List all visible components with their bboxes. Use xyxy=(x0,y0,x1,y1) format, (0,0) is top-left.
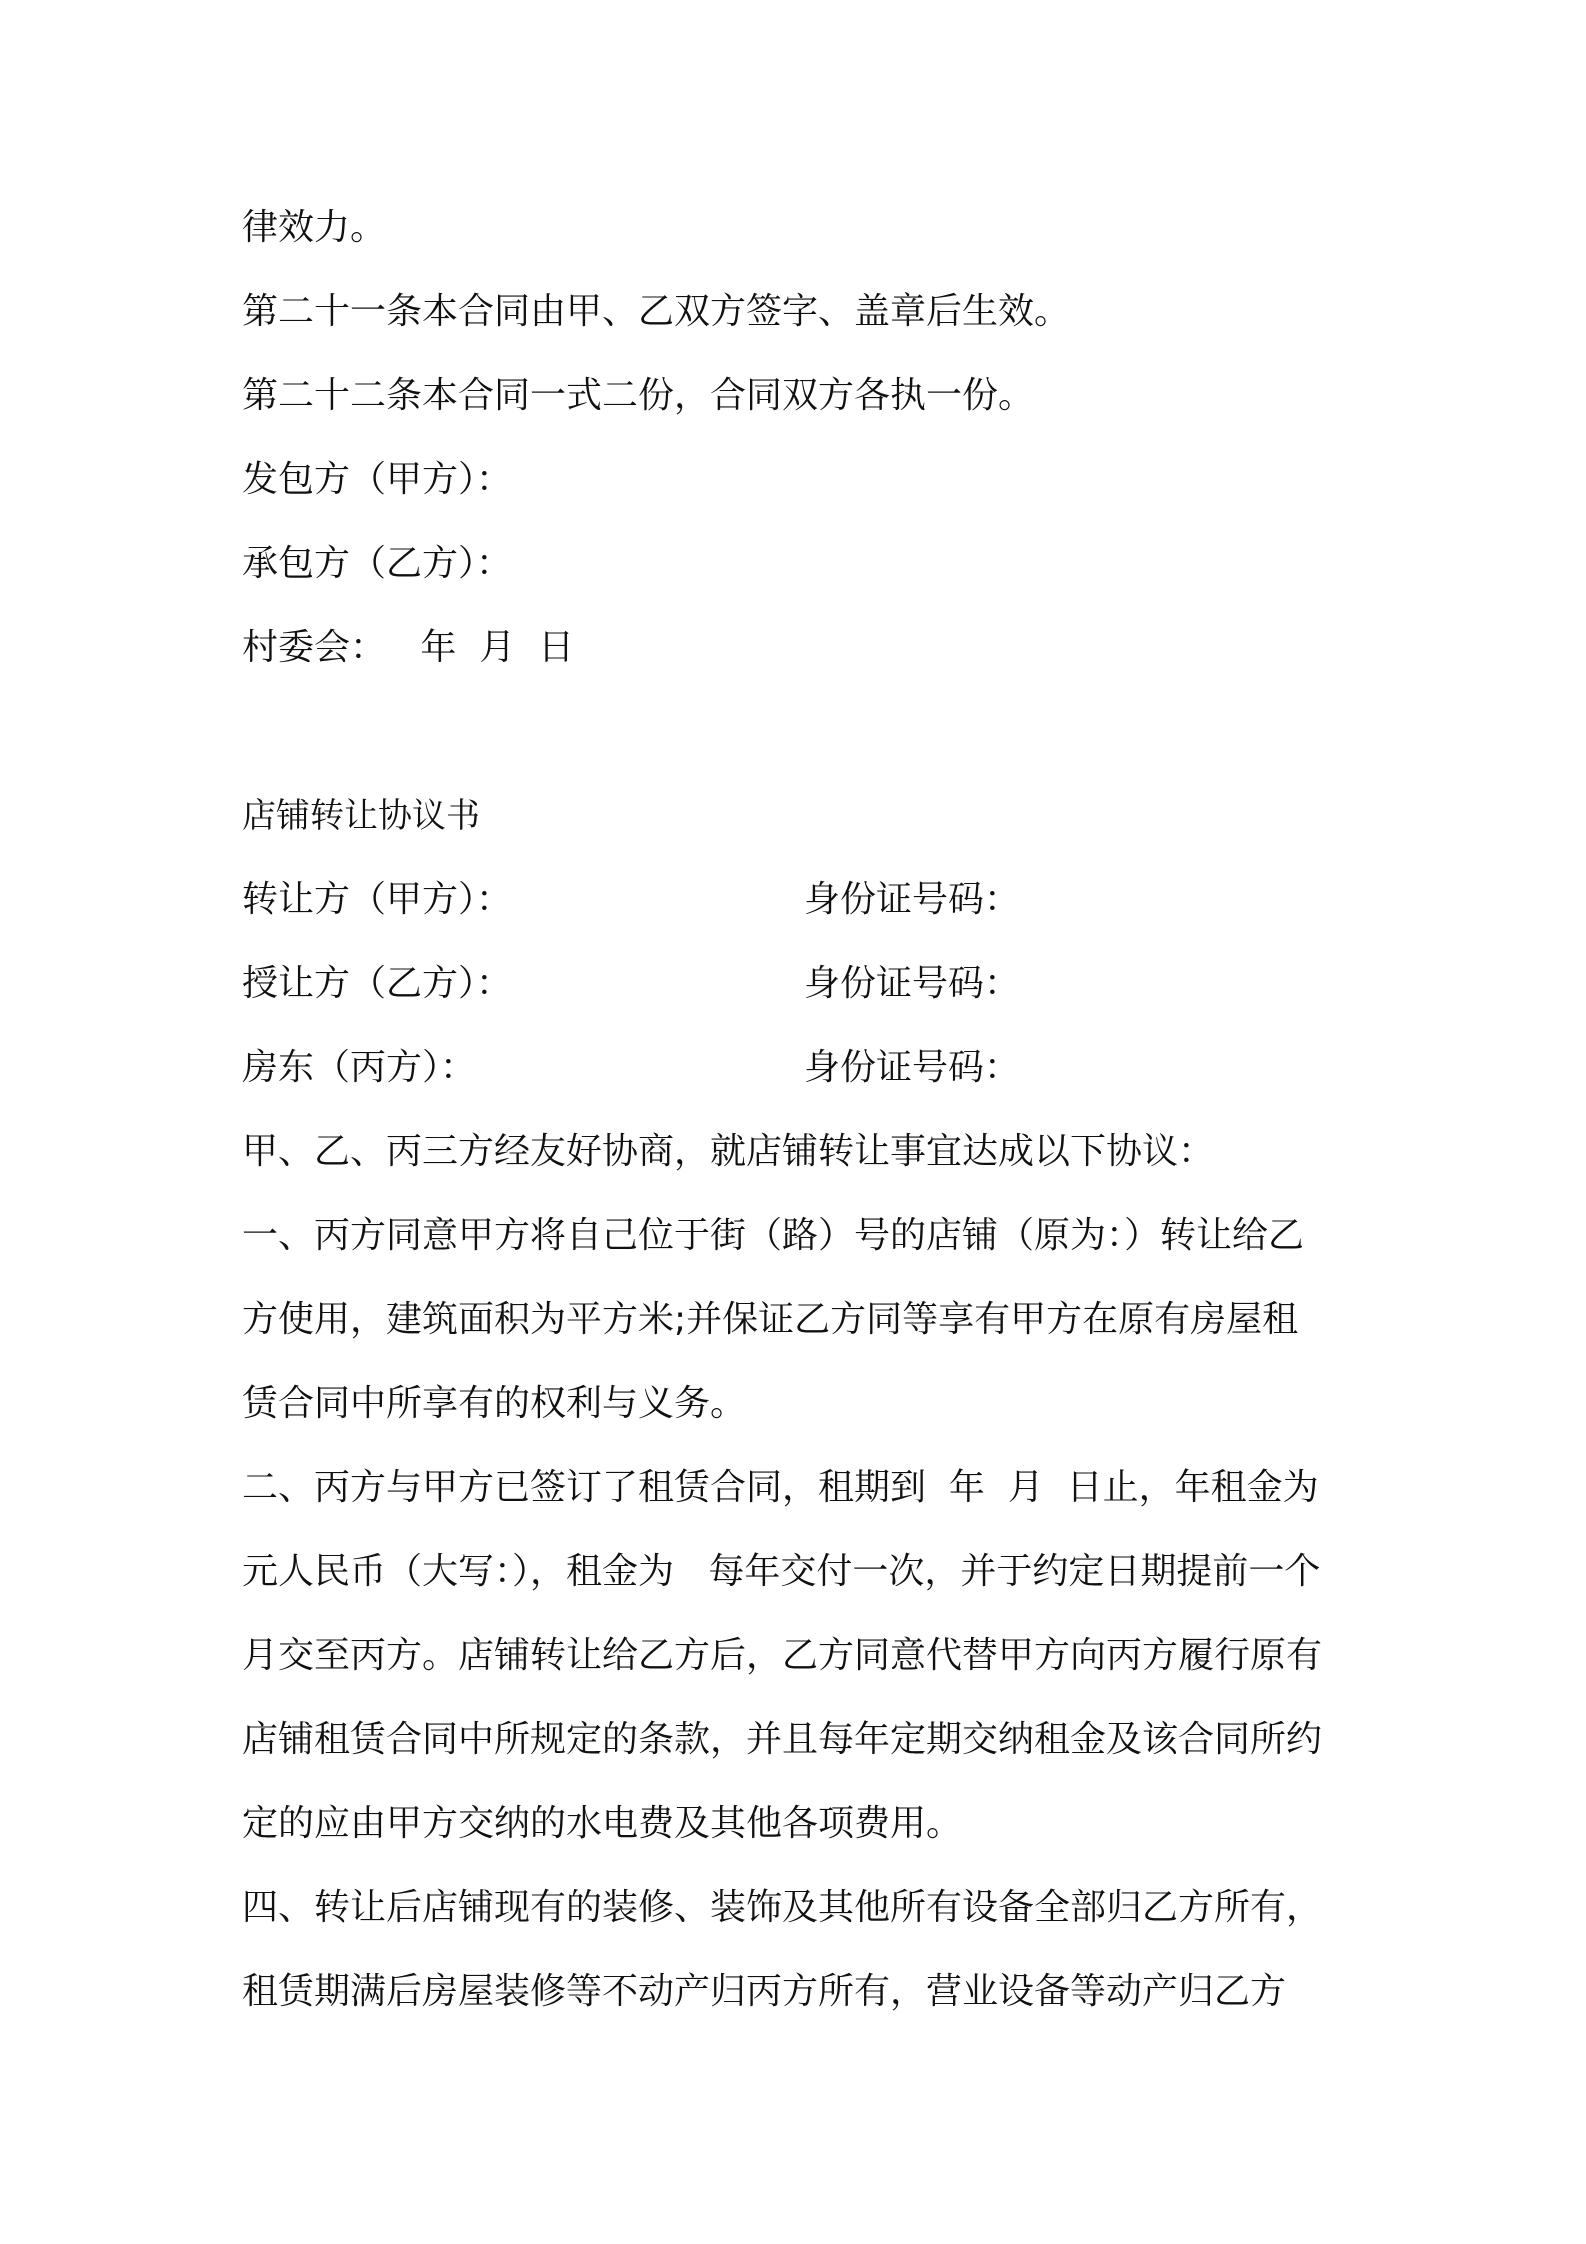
party-label: 转让方（甲方）： xyxy=(242,879,513,920)
body-line: 一、丙方同意甲方将自己位于街（路）号的店铺（原为：）转让给乙 xyxy=(242,1215,1305,1256)
body-line: 二、丙方与甲方已签订了租赁合同，租期到 年 月 日止，年租金为 xyxy=(242,1467,1319,1508)
id-label: 身份证号码： xyxy=(804,963,1021,1004)
body-line: 店铺租赁合同中所规定的条款，并且每年定期交纳租金及该合同所约 xyxy=(242,1719,1323,1760)
body-line: 定的应由甲方交纳的水电费及其他各项费用。 xyxy=(242,1803,963,1844)
party-row xyxy=(242,878,1021,922)
text-line: 发包方（甲方）： xyxy=(242,459,513,500)
party-row xyxy=(242,962,1021,1006)
id-label: 身份证号码： xyxy=(804,879,1021,920)
party-label: 房东（丙方）： xyxy=(242,1047,477,1088)
body-line: 四、转让后店铺现有的装修、装饰及其他所有设备全部归乙方所有， xyxy=(242,1887,1323,1928)
text-line: 律效力。 xyxy=(242,207,387,248)
body-line: 元人民币（大写：），租金为 每年交付一次，并于约定日期提前一个 xyxy=(242,1551,1321,1592)
date-line: 村委会： 年 月 日 xyxy=(242,627,575,668)
body-line: 甲、乙、丙三方经友好协商，就店铺转让事宜达成以下协议： xyxy=(242,1131,1215,1172)
party-row xyxy=(242,1046,1021,1090)
id-label: 身份证号码： xyxy=(804,1047,1021,1088)
text-line: 第二十二条本合同一式二份，合同双方各执一份。 xyxy=(242,375,1035,416)
body-line: 租赁期满后房屋装修等不动产归丙方所有，营业设备等动产归乙方 xyxy=(242,1971,1287,2012)
party-label: 授让方（乙方）： xyxy=(242,963,513,1004)
text-line: 第二十一条本合同由甲、乙双方签字、盖章后生效。 xyxy=(242,291,1071,332)
text-line: 承包方（乙方）： xyxy=(242,543,513,584)
agreement-title: 店铺转让协议书 xyxy=(242,796,480,836)
body-line: 赁合同中所享有的权利与义务。 xyxy=(242,1383,747,1424)
body-line: 月交至丙方。店铺转让给乙方后，乙方同意代替甲方向丙方履行原有 xyxy=(242,1635,1323,1676)
body-line: 方使用，建筑面积为平方米;并保证乙方同等享有甲方在原有房屋租 xyxy=(242,1299,1299,1340)
